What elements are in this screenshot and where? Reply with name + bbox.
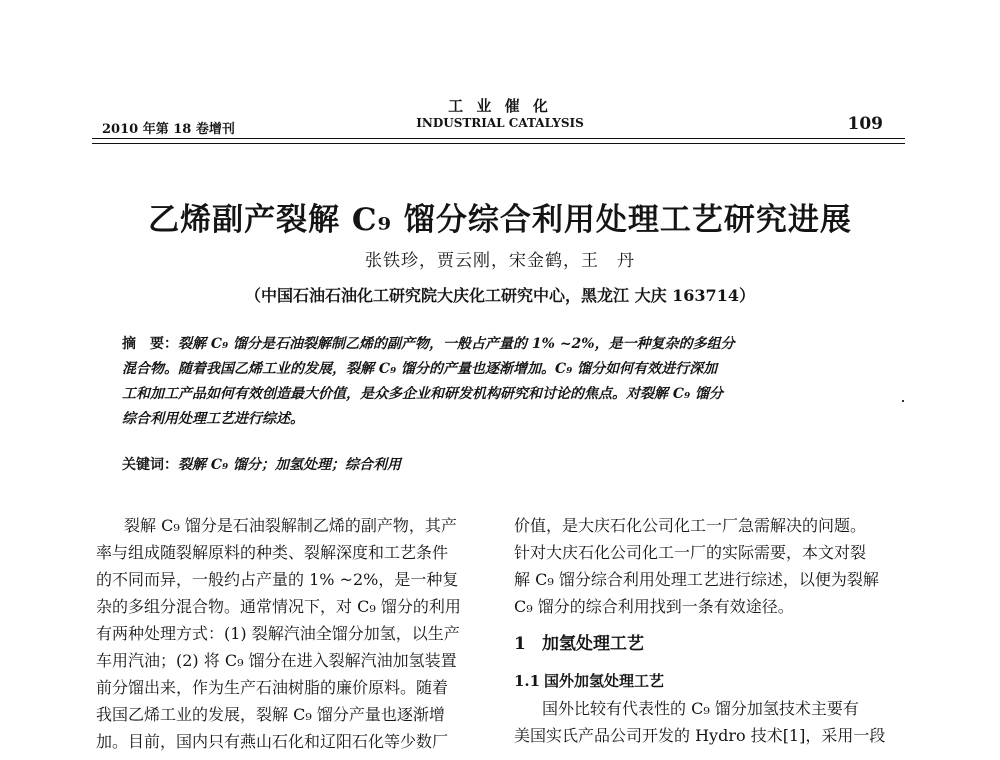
abstract-line: 工和加工产品如何有效创造最大价值，是众多企业和研发机构研究和讨论的焦点。对裂解 C₉ 馏分	[122, 386, 724, 402]
stray-mark	[902, 400, 904, 402]
journal-name	[360, 97, 640, 131]
abstract-label: 摘 要：	[122, 336, 178, 352]
subsection-title: 国外加氢处理工艺	[544, 672, 665, 690]
body-line: 率与组成随裂解原料的种类、裂解深度和工艺条件	[96, 543, 449, 562]
abstract-text: 裂解 C₉ 馏分是石油裂解制乙烯的副产物，一般占产量的 1% ~2%，是一种复杂的多组分	[178, 336, 735, 352]
body-line: 解 C₉ 馏分综合利用处理工艺进行综述，以便为裂解	[514, 570, 879, 589]
subsection-heading	[514, 668, 904, 695]
body-line: 价值，是大庆石化公司化工一厂急需解决的问题。	[514, 516, 867, 535]
body-line: 我国乙烯工业的发展，裂解 C₉ 馏分产量也逐渐增	[96, 705, 445, 724]
article-title: 乙烯副产裂解 C₉ 馏分综合利用处理工艺研究进展	[148, 202, 852, 238]
body-line: 国外比较有代表性的 C₉ 馏分加氢技术主要有	[542, 699, 859, 718]
section-title: 加氢处理工艺	[542, 634, 644, 654]
abstract-line: 综合利用处理工艺进行综述。	[122, 411, 304, 427]
keywords-label: 关键词：	[122, 457, 178, 473]
body-left-column	[96, 512, 486, 755]
abstract-line: 混合物。随着我国乙烯工业的发展，裂解 C₉ 馏分的产量也逐渐增加。C₉ 馏分如何有效进行深加	[122, 361, 718, 377]
body-line: 美国实氏产品公司开发的 Hydro 技术[1]，采用一段	[514, 726, 886, 745]
body-line: 的不同而异，一般约占产量的 1% ~2%，是一种复	[96, 570, 459, 589]
abstract	[122, 332, 882, 432]
header-rule-bottom	[92, 143, 905, 144]
body-right-column	[514, 512, 904, 749]
article-affiliation: （中国石油石油化工研究院大庆化工研究中心，黑龙江 大庆 163714）	[245, 286, 755, 305]
keywords-text: 裂解 C₉ 馏分；加氢处理；综合利用	[178, 457, 402, 473]
body-line: 加。目前，国内只有燕山石化和辽阳石化等少数厂	[96, 732, 449, 751]
journal-name-cn: 工 业 催 化	[448, 97, 552, 115]
body-line: 车用汽油；(2) 将 C₉ 馏分在进入裂解汽油加氢装置	[96, 651, 457, 670]
journal-issue: 2010 年第 18 卷增刊	[102, 122, 235, 137]
keywords	[122, 454, 401, 474]
body-line: 前分馏出来，作为生产石油树脂的廉价原料。随着	[96, 678, 449, 697]
article-authors: 张铁珍，贾云刚，宋金鹤，王 丹	[365, 251, 635, 271]
section-number: 1	[514, 634, 526, 654]
header-rule-top	[92, 138, 905, 139]
page-number: 109	[847, 114, 883, 134]
body-line: 裂解 C₉ 馏分是石油裂解制乙烯的副产物，其产	[124, 516, 457, 535]
body-line: 有两种处理方式：(1) 裂解汽油全馏分加氢，以生产	[96, 624, 460, 643]
journal-name-en: INDUSTRIAL CATALYSIS	[416, 116, 584, 130]
section-heading	[514, 631, 904, 658]
subsection-number: 1.1	[514, 672, 541, 690]
body-line: 杂的多组分混合物。通常情况下，对 C₉ 馏分的利用	[96, 597, 461, 616]
abstract-line	[122, 332, 882, 357]
body-line: 针对大庆石化公司化工一厂的实际需要，本文对裂	[514, 543, 867, 562]
body-line: C₉ 馏分的综合利用找到一条有效途径。	[514, 597, 794, 616]
